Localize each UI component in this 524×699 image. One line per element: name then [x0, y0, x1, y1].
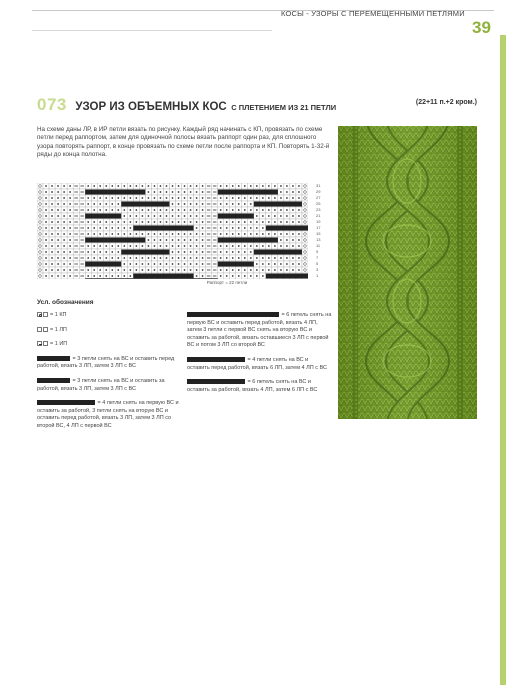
legend-right-column [187, 312, 332, 401]
pattern-intro: На схеме даны ЛР, в ИР петли вязать по рисунку. Каждый ряд начинать с КП, провязать по схеме петли перед раппортом, затем для одиночной полосы вязать раппорт один раз, для сплошного узора повторять раппорт, в конце провязать по схеме петли после раппорта и КП. Повторять 1-32-й ряды до конца полотна. [37, 126, 330, 159]
chart-row-number: 31 [316, 183, 321, 188]
legend-item-cable-6-4-3: = 6 петель снять на первую ВС и оставить перед работой, вязать 4 ЛП, затем 3 петли с первой ВС снять на вторую ВС и оставить за работой, вязать оставшиеся 3 ЛП с первой ВС и потом 3 ЛП со второй ВС [187, 312, 332, 349]
legend-item-cable-6x4-back: = 6 петель снять на ВС и оставить за работой, вязать 4 ЛП, затем 6 ЛП с ВС [187, 379, 318, 393]
chart-row-number: 21 [316, 213, 321, 218]
chart-grid [37, 183, 308, 279]
legend-item-cable-4-3-3: = 4 петли снять на первую ВС и оставить за работой, 3 петли снять на вторую ВС и оставить перед работой, вязать 3 ЛП, затем 3 ЛП со второй ВС, 4 ЛП с первой ВС [37, 400, 179, 429]
page-edge-bar [500, 35, 506, 685]
chart-row-number: 9 [316, 249, 319, 254]
chart-row-number: 17 [316, 225, 321, 230]
chart-row-number: 29 [316, 189, 321, 194]
chart-row-number: 5 [316, 261, 319, 266]
cable-knit-image [338, 126, 477, 419]
chart-row-number: 13 [316, 237, 321, 242]
stitch-count: (22+11 п.+2 кром.) [415, 99, 477, 106]
chart-row-number: 3 [316, 267, 319, 272]
rapport-label: Раппорт = 22 петли [206, 280, 248, 285]
chart-row-number: 11 [316, 243, 321, 248]
legend-title: Усл. обозначения [37, 299, 94, 306]
legend-left-column [37, 312, 182, 438]
legend-item-purl: = 1 ИП [37, 341, 182, 349]
page-number: 39 [472, 18, 491, 37]
legend-item-edge: = 1 КП [37, 312, 182, 320]
pattern-subtitle: С ПЛЕТЕНИЕМ ИЗ 21 ПЕТЛИ [231, 103, 337, 112]
stitch-chart [37, 183, 329, 289]
header-rule-secondary [32, 30, 272, 31]
legend-item-cable-3x3-back: = 3 петли снять на ВС и оставить за работой, вязать 3 ЛП, затем 3 ЛП с ВС [37, 377, 165, 392]
chart-row-number: 7 [316, 255, 319, 260]
legend-item-knit: = 1 ЛП [37, 327, 182, 335]
pattern-number: 073 [37, 95, 67, 114]
chart-row-number: 25 [316, 201, 321, 206]
legend-item-cable-4x6-front: = 4 петли снять на ВС и оставить перед работой, вязать 6 ЛП, затем 4 ЛП с ВС [187, 356, 327, 371]
chart-row-number: 1 [316, 273, 319, 278]
chart-row-number: 23 [316, 207, 321, 212]
chart-row-number: 27 [316, 195, 321, 200]
legend-item-cable-3x3-front: = 3 петли снять на ВС и оставить перед работой, вязать 3 ЛП, затем 3 ЛП с ВС [37, 355, 175, 370]
running-head: КОСЫ - УЗОРЫ С ПЕРЕМЕЩЕННЫМИ ПЕТЛЯМИ [281, 9, 465, 18]
pattern-title-row [37, 95, 477, 113]
pattern-title: УЗОР ИЗ ОБЪЕМНЫХ КОС [75, 101, 227, 113]
chart-row-numbers [316, 183, 330, 279]
knitted-sample-photo [338, 126, 477, 419]
chart-row-number: 19 [316, 219, 321, 224]
chart-row-number: 15 [316, 231, 321, 236]
